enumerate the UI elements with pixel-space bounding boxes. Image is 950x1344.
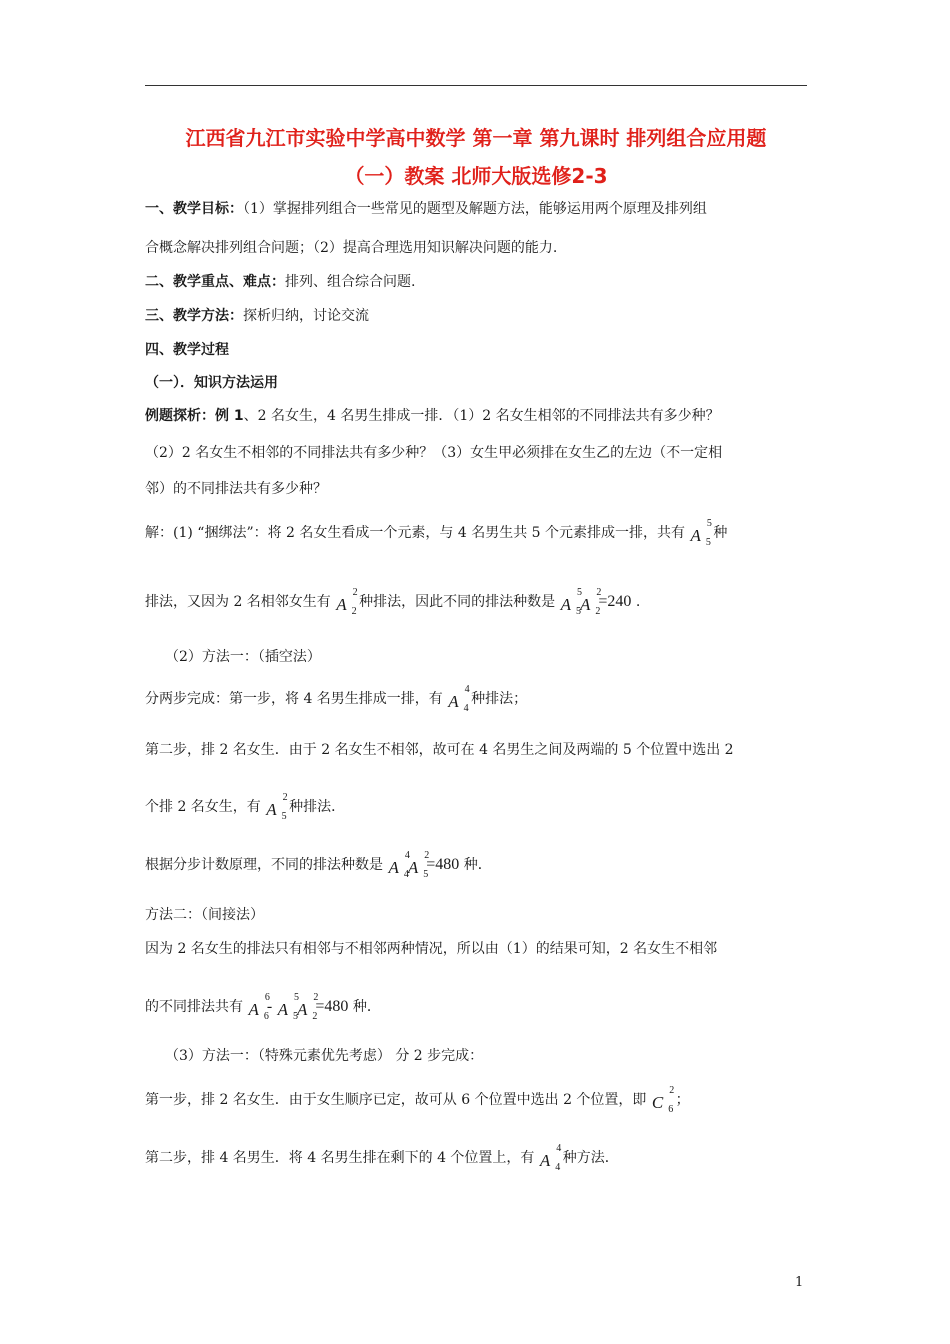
- solution-text: 的不同排法共有: [145, 999, 243, 1015]
- formula-A55: A 5 5: [277, 992, 300, 1022]
- formula-A22: A 2 2: [579, 587, 602, 617]
- example-line1: [145, 406, 720, 426]
- solution-text: ；: [675, 1092, 690, 1108]
- formula-result: =240: [598, 593, 632, 610]
- formula-A66: A 6 6: [248, 992, 270, 1022]
- solution-text: 种排法．: [289, 799, 346, 815]
- solution-text: 第一步，排 2 名女生．由于女生顺序已定，故可从 6 个位置中选出 2 个位置，即: [145, 1092, 647, 1108]
- keypoints-line: [145, 272, 415, 292]
- formula-A22: A 2 2: [297, 992, 319, 1022]
- formula-A44: A 4 4: [388, 850, 410, 880]
- solution-text: 种: [713, 525, 728, 541]
- step2-line: 第二步，排 2 名女生．由于 2 名女生不相邻，故可在 4 名男生之间及两端的 5 个位置中选出 2: [145, 742, 734, 758]
- process-heading: 四、教学过程: [145, 342, 229, 358]
- objectives-text-a: （1）掌握排列组合一些常见的题型及解题方法，能够运用两个原理及排列组: [243, 201, 707, 217]
- solution-text: 种方法．: [562, 1150, 619, 1166]
- step1-line: [145, 684, 528, 714]
- solution-text: 解：(1) “捆绑法”：将 2 名女生看成一个元素，与 4 名男生共 5 个元素排成一排，共有: [145, 525, 686, 541]
- formula-result: =480: [315, 998, 349, 1015]
- result-line: [145, 850, 492, 880]
- formula-A52: A 2 5: [407, 850, 430, 880]
- formula-A55: A 5 5: [560, 587, 582, 617]
- indirect-line: 因为 2 名女生的排法只有相邻与不相邻两种情况，所以由（1）的结果可知，2 名女生不相邻: [145, 941, 718, 957]
- step2-line-cont: [145, 792, 346, 822]
- methods-label: 三、教学方法：: [145, 308, 243, 324]
- objectives-line2: 合概念解决排列组合问题；（2）提高合理选用知识解决问题的能力.: [145, 240, 558, 256]
- formula-result: =480: [426, 856, 460, 873]
- solution-text: 种排法；: [471, 691, 528, 707]
- solution-text: 种．: [352, 999, 381, 1015]
- example-label: 例题探析：例 1: [145, 408, 244, 424]
- objectives-label: 一、教学目标：: [145, 201, 243, 217]
- solution-line1: [145, 518, 728, 548]
- part3-step2-line: [145, 1143, 619, 1173]
- method1-heading: （2）方法一：（插空法）: [165, 649, 321, 665]
- objectives-line1: [145, 199, 707, 219]
- example-line3: 邻）的不同排法共有多少种？: [145, 481, 327, 497]
- formula-A22: A 2 2: [336, 587, 358, 617]
- example-line2: （2）2 名女生不相邻的不同排法共有多少种？（3）女生甲必须排在女生乙的左边（不一定相: [145, 445, 723, 461]
- example-text-a: 、2 名女生，4 名男生排成一排．（1）2 名女生相邻的不同排法共有多少种？: [243, 408, 720, 424]
- methods-text: 探析归纳，讨论交流: [243, 308, 369, 324]
- page-number: 1: [795, 1275, 804, 1290]
- keypoints-text: 排列、组合综合问题.: [285, 274, 416, 290]
- part3-step1-line: [145, 1085, 690, 1115]
- solution-text: 第二步，排 4 名男生．将 4 名男生排在剩下的 4 个位置上，有: [145, 1150, 535, 1166]
- formula-minus: -: [266, 998, 273, 1015]
- formula-A55: A 5 5: [690, 518, 712, 548]
- formula-C62: C 2 6: [651, 1085, 675, 1115]
- solution-text: .: [635, 594, 641, 610]
- header-rule: [145, 85, 807, 86]
- solution-text: 种排法，因此不同的排法种数是: [359, 594, 556, 610]
- solution-line2: [145, 587, 641, 617]
- solution-text: 排法，又因为 2 名相邻女生有: [145, 594, 331, 610]
- method2-heading: 方法二：（间接法）: [145, 907, 264, 923]
- indirect-result-line: [145, 992, 381, 1022]
- solution-text: 种．: [463, 857, 492, 873]
- part3-heading: （3）方法一：（特殊元素优先考虑） 分 2 步完成：: [165, 1048, 484, 1064]
- formula-A44: A 4 4: [539, 1143, 562, 1173]
- formula-A44: A 4 4: [448, 684, 470, 714]
- solution-text: 分两步完成：第一步，将 4 名男生排成一排，有: [145, 691, 443, 707]
- solution-text: 根据分步计数原理，不同的排法种数是: [145, 857, 383, 873]
- subsection-heading: （一）．知识方法运用: [145, 375, 278, 391]
- formula-A52: A 2 5: [266, 792, 288, 822]
- keypoints-label: 二、教学重点、难点：: [145, 274, 285, 290]
- solution-text: 个排 2 名女生，有: [145, 799, 261, 815]
- methods-line: [145, 306, 369, 326]
- doc-title-line1: 江西省九江市实验中学高中数学 第一章 第九课时 排列组合应用题: [185, 126, 767, 150]
- doc-title-line2: （一）教案 北师大版选修2-3: [344, 164, 608, 188]
